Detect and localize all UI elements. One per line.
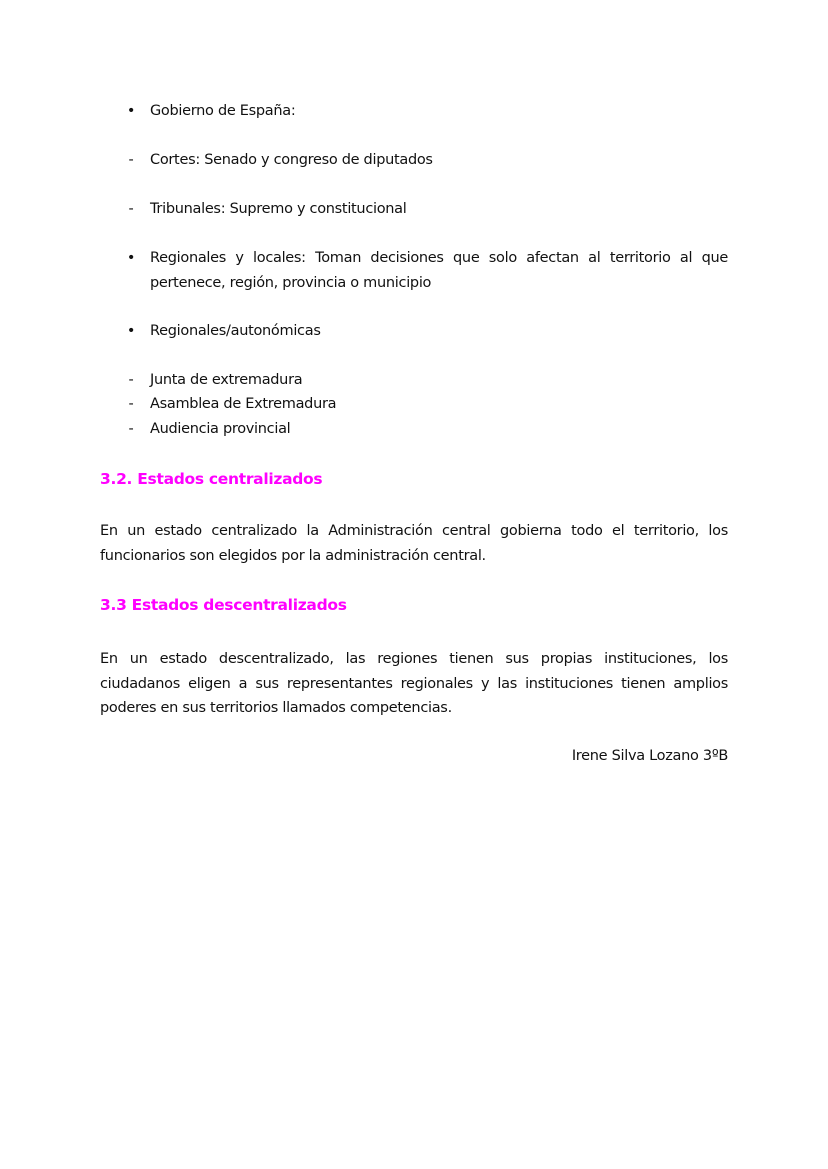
list-item: Regionales y locales: Toman decisiones que solo afectan al territorio al que pertenece, región, provincia o municipio: [150, 250, 728, 291]
dash-marker: -: [128, 152, 134, 168]
bullet-marker: •: [126, 250, 136, 266]
list-item: Regionales/autonómicas: [150, 323, 321, 339]
list-item: Asamblea de Extremadura: [150, 396, 337, 412]
dash-marker: -: [128, 396, 134, 412]
list-item: Tribunales: Supremo y constitucional: [150, 201, 407, 217]
list-item: Audiencia provincial: [150, 421, 291, 437]
section-paragraph: En un estado descentralizado, las regiones tienen sus propias instituciones, los ciudadanos eligen a sus representantes regionales y las instituciones tienen amplios poderes en sus territorios llamados competencias.: [100, 651, 728, 716]
section-heading: 3.3 Estados descentralizados: [100, 596, 347, 614]
bullet-marker: •: [126, 103, 136, 119]
list-item: Junta de extremadura: [150, 372, 303, 388]
list-item: Cortes: Senado y congreso de diputados: [150, 152, 433, 168]
dash-marker: -: [128, 372, 134, 388]
list-item: Gobierno de España:: [150, 103, 296, 119]
dash-marker: -: [128, 201, 134, 217]
author-signature: Irene Silva Lozano 3ºB: [571, 748, 728, 764]
bullet-marker: •: [126, 323, 136, 339]
section-heading: 3.2. Estados centralizados: [100, 470, 323, 488]
section-paragraph: En un estado centralizado la Administración central gobierna todo el territorio, los funcionarios son elegidos por la administración central.: [100, 523, 728, 564]
dash-marker: -: [128, 421, 134, 437]
